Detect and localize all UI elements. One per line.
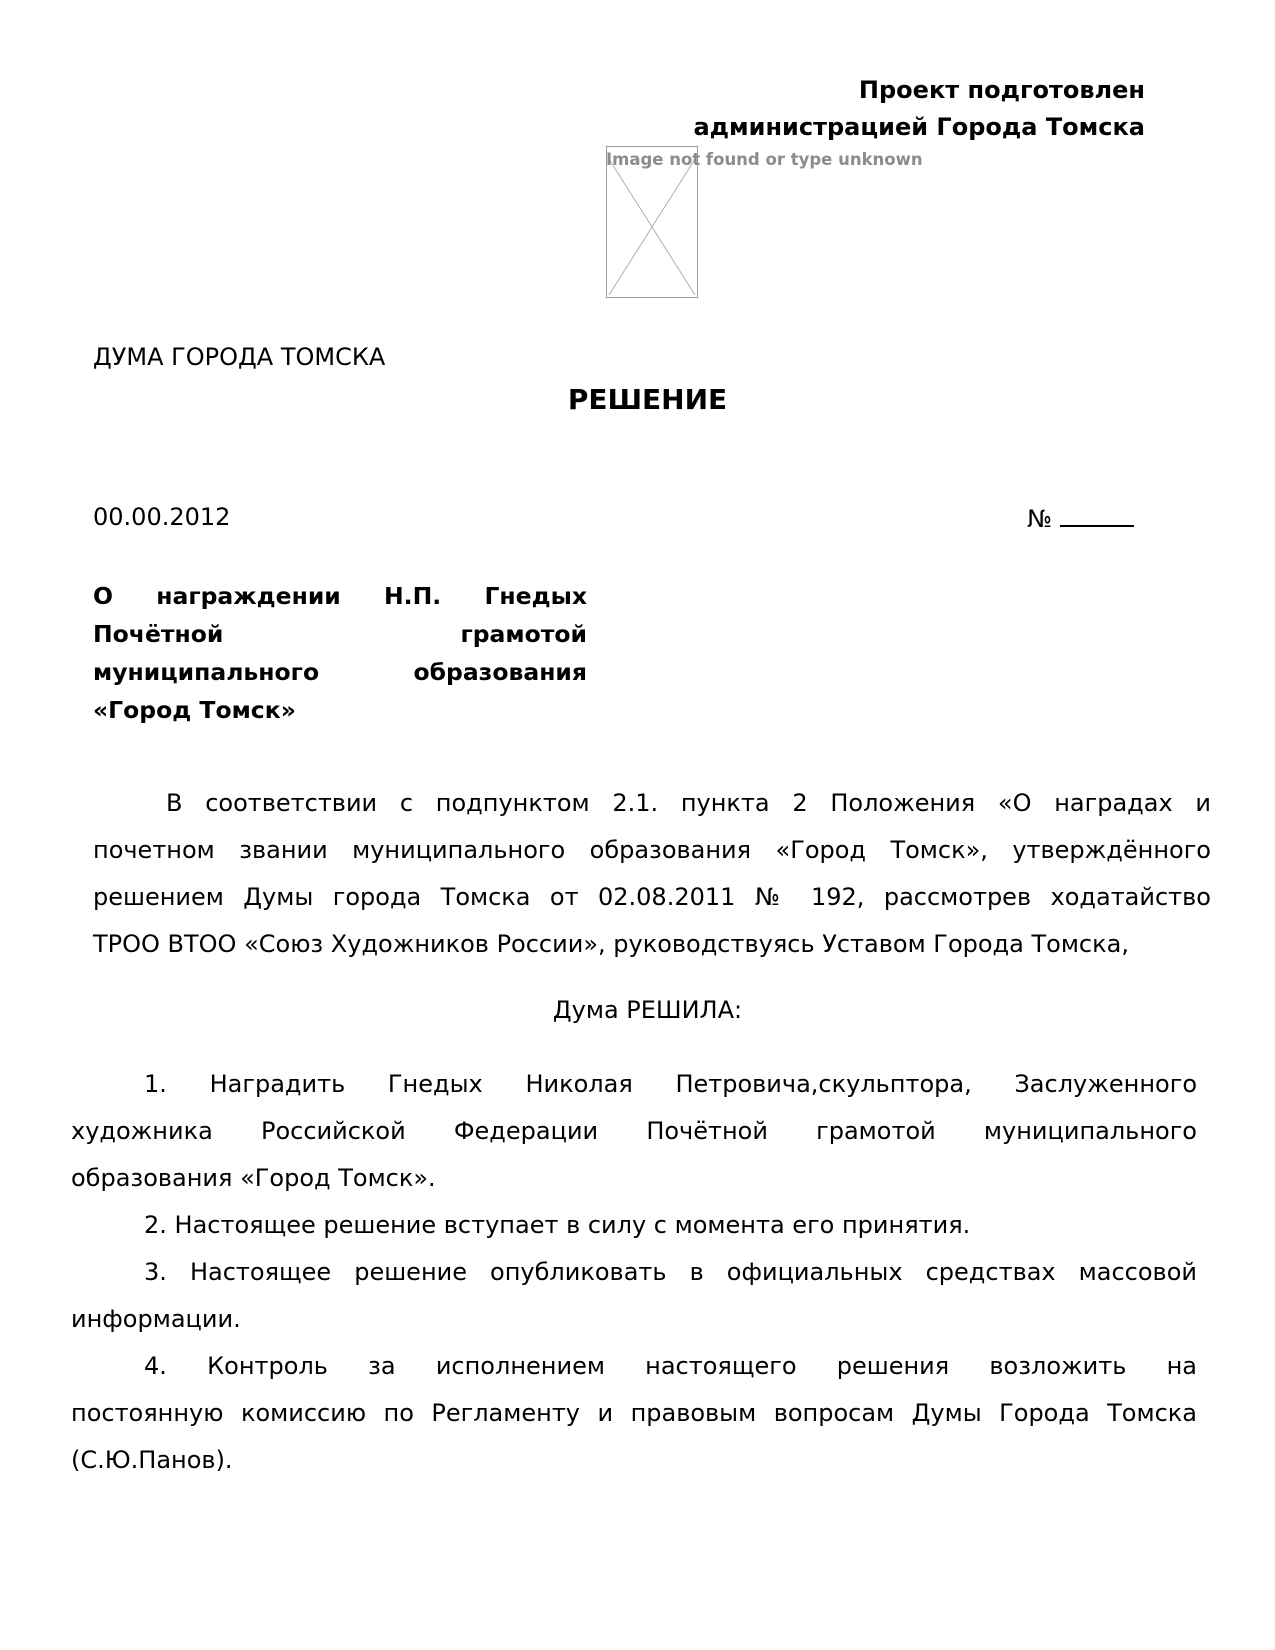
item-number: 3. (144, 1258, 167, 1286)
preamble-line: В соответствии с подпунктом 2.1. пункта 2 Положения «О наградах и (166, 789, 1211, 817)
item-number: 4. (144, 1352, 167, 1380)
item-3-line: 3. Настоящее решение опубликовать в официальных средствах массовой (71, 1249, 1197, 1296)
preamble-line: решением Думы города Томска от 02.08.2011 № 192, рассмотрев ходатайство (93, 883, 1211, 911)
item-number: 2. (144, 1211, 167, 1239)
preamble-line: ТРОО ВТОО «Союз Художников России», руководствуясь Уставом Города Томска, (93, 930, 1129, 958)
item-4-line: постоянную комиссию по Регламенту и правовым вопросам Думы Города Томска (71, 1399, 1197, 1427)
decision-subject (93, 577, 587, 729)
organization-name: ДУМА ГОРОДА ТОМСКА (93, 343, 386, 371)
item-3-line: информации. (71, 1305, 241, 1333)
decision-items (71, 1061, 1197, 1484)
item-4-line: 4. Контроль за исполнением настоящего решения возложить на (71, 1343, 1197, 1390)
subject-line: Почётной грамотой (93, 620, 587, 648)
document-number (1027, 503, 1134, 533)
item-number: 1. (144, 1070, 167, 1098)
missing-image-text: Image not found or type unknown (606, 150, 923, 169)
document-date: 00.00.2012 (93, 503, 231, 531)
subject-line: муниципального образования (93, 658, 587, 686)
decided-heading: Дума РЕШИЛА: (552, 996, 743, 1024)
prepared-by-line-2: администрацией Города Томска (693, 113, 1145, 141)
number-blank (1060, 503, 1134, 527)
document-title: РЕШЕНИЕ (567, 383, 728, 416)
broken-image-icon (607, 147, 697, 297)
item-1-line: 1. Наградить Гнедых Николая Петровича,скульптора, Заслуженного (71, 1061, 1197, 1108)
item-1-line: образования «Город Томск». (71, 1164, 436, 1192)
subject-line: О награждении Н.П. Гнедых (93, 582, 587, 610)
prepared-by-line-1: Проект подготовлен (858, 76, 1145, 104)
number-sign: № (1027, 505, 1052, 533)
item-1-line: художника Российской Федерации Почётной грамотой муниципального (71, 1117, 1197, 1145)
subject-line: «Город Томск» (93, 696, 296, 724)
item-2-line: 2. Настоящее решение вступает в силу с момента его принятия. (71, 1202, 1197, 1249)
preamble-line: почетном звании муниципального образования «Город Томск», утверждённого (93, 836, 1211, 864)
preamble-paragraph (93, 780, 1211, 968)
item-4-line: (С.Ю.Панов). (71, 1446, 233, 1474)
